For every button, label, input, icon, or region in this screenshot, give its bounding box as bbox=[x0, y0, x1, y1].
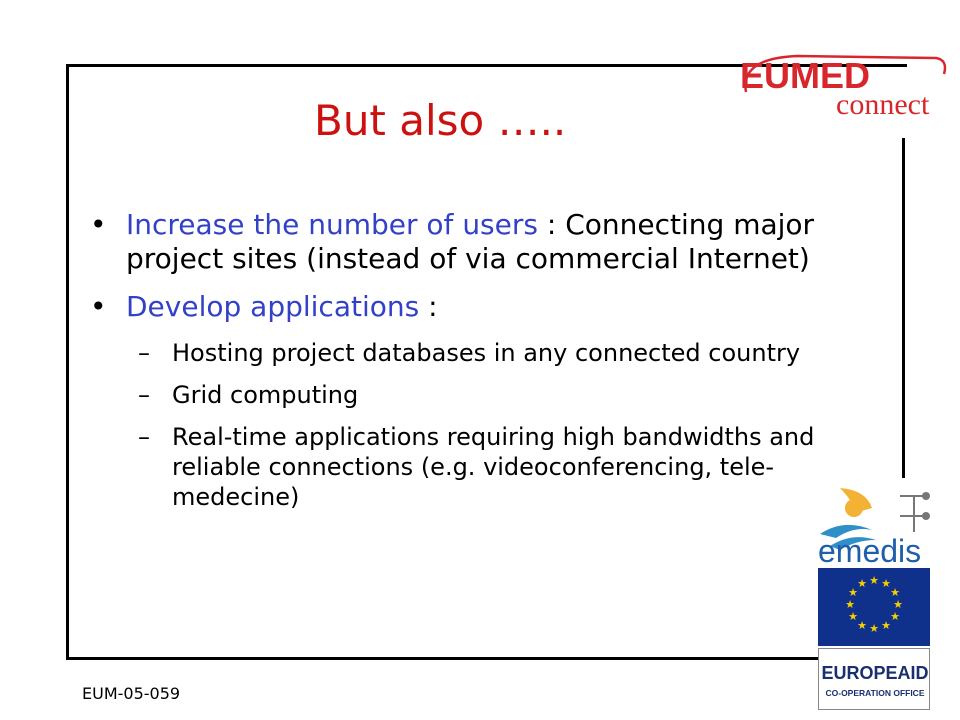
bullet-rest: : Connecting major project sites (instead of via commercial Internet) bbox=[126, 208, 815, 275]
bullet-marker: • bbox=[90, 208, 107, 241]
eu-stars-icon bbox=[818, 568, 930, 646]
svg-text:★: ★ bbox=[881, 619, 891, 632]
svg-text:★: ★ bbox=[848, 610, 858, 623]
svg-text:★: ★ bbox=[848, 586, 858, 599]
sub-bullet-item bbox=[138, 422, 858, 512]
sub-bullet-item bbox=[138, 338, 858, 368]
bullet-item bbox=[90, 208, 890, 276]
europeaid-wordmark: EUROPEAID bbox=[821, 663, 929, 683]
dash-marker: – bbox=[138, 381, 150, 409]
bullet-rest: : bbox=[419, 290, 438, 323]
svg-text:★: ★ bbox=[869, 574, 879, 587]
sub-bullet-text: Real-time applications requiring high bandwidths and reliable connections (e.g. videoconferencing, tele-medecine) bbox=[172, 423, 815, 511]
bullet-text bbox=[126, 208, 890, 276]
svg-text:★: ★ bbox=[857, 619, 867, 632]
cooperation-office-text: CO-OPERATION OFFICE bbox=[825, 688, 925, 698]
bullet-text bbox=[126, 290, 438, 324]
slide-title: But also ….. bbox=[314, 96, 567, 145]
dash-marker: – bbox=[138, 339, 150, 367]
connect-wordmark: connect bbox=[836, 88, 930, 121]
svg-text:★: ★ bbox=[845, 598, 855, 611]
svg-text:★: ★ bbox=[857, 577, 867, 590]
svg-text:★: ★ bbox=[890, 610, 900, 623]
svg-text:★: ★ bbox=[893, 598, 903, 611]
bullet-highlight: Increase the number of users bbox=[126, 208, 538, 241]
bullet-highlight: Develop applications bbox=[126, 290, 420, 323]
eumed-wordmark: EUMED bbox=[740, 55, 871, 96]
svg-text:★: ★ bbox=[890, 586, 900, 599]
sub-bullet-text: Hosting project databases in any connected country bbox=[172, 339, 801, 367]
eumedconnect-logo bbox=[738, 52, 952, 124]
slide-content bbox=[90, 208, 890, 524]
bullet-item bbox=[90, 290, 890, 324]
emedis-logo bbox=[814, 486, 942, 568]
dash-marker: – bbox=[138, 423, 150, 451]
slide-footer: EUM-05-059 bbox=[82, 684, 181, 703]
sub-bullet-item bbox=[138, 380, 858, 410]
svg-text:★: ★ bbox=[881, 577, 891, 590]
sub-bullet-text: Grid computing bbox=[172, 381, 359, 409]
svg-text:★: ★ bbox=[869, 622, 879, 635]
europeaid-logo bbox=[818, 648, 930, 710]
eu-flag bbox=[818, 568, 930, 646]
emedis-wordmark: emedis bbox=[818, 533, 922, 568]
bullet-marker: • bbox=[90, 290, 107, 323]
slide-frame-right-edge bbox=[902, 138, 905, 478]
